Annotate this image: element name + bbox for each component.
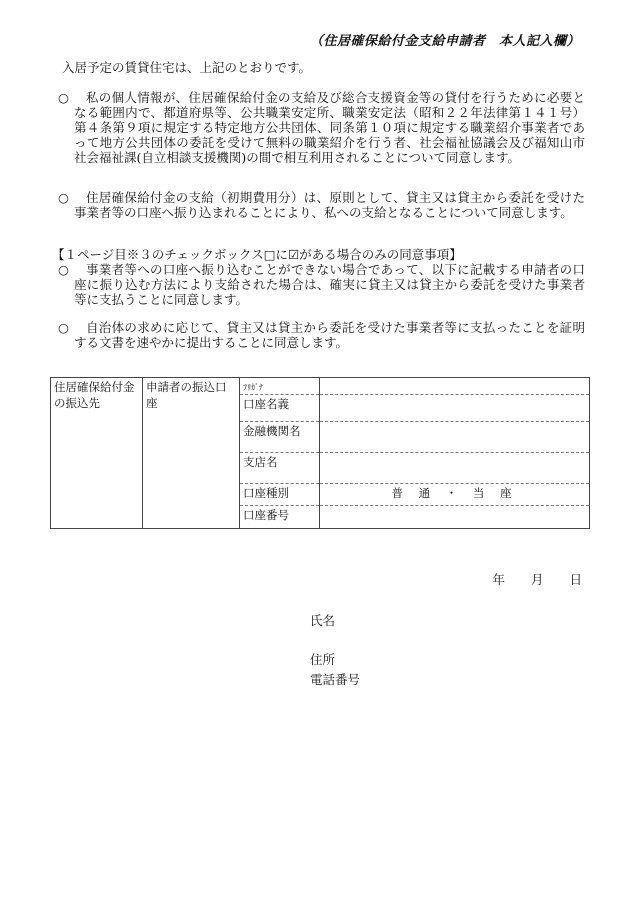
- furigana-label: ﾌﾘｶﾞﾅ: [240, 378, 320, 395]
- bank-name-field[interactable]: [320, 422, 590, 453]
- branch-name-field[interactable]: [320, 453, 590, 484]
- bullet-circle-icon: ○: [58, 90, 69, 105]
- signature-address-label: 住所: [310, 652, 336, 667]
- account-name-label: 口座名義: [240, 395, 320, 422]
- account-type-options[interactable]: 普 通 ・ 当 座: [320, 484, 590, 506]
- consent-text: 私の個人情報が、住居確保給付金の支給及び総合支援資金等の貸付を行うために必要となる範囲内で、都道府県等、公共職業安定所、職業安定法（昭和２２年法律第１４１号）第４条第９項に規定する特定地方公共団体、同条第１０項に規定する職業紹介事業者であって地方公共団体の委託を受けて無料の職業紹介を行う者、社会福祉協議会及び福知山市社会福祉課(自立相談支援機関)の間で相互利用されることについて同意します。: [74, 90, 585, 165]
- date-line[interactable]: 年 月 日: [492, 572, 582, 587]
- form-section-header: （住居確保給付金支給申請者 本人記入欄）: [309, 34, 580, 49]
- furigana-field[interactable]: [320, 378, 590, 395]
- consent-text: 住居確保給付金の支給（初期費用分）は、原則として、貸主又は貸主から委託を受けた事業者等の口座へ振り込まれることにより、私への支給となることについて同意します。: [74, 190, 585, 220]
- intro-text: 入居予定の賃貸住宅は、上記のとおりです。: [62, 60, 312, 75]
- signature-phone-label: 電話番号: [310, 672, 361, 687]
- consent-personal-info: [58, 90, 585, 165]
- branch-name-label: 支店名: [240, 453, 320, 484]
- bullet-circle-icon: ○: [58, 190, 69, 205]
- bullet-circle-icon: ○: [58, 262, 69, 277]
- applicant-account-label: 申請者の振込口座: [143, 378, 240, 529]
- conditional-consent-proof: [58, 320, 585, 350]
- account-number-field[interactable]: [320, 506, 590, 529]
- conditional-consent-heading: 【１ページ目※３のチェックボックス□に☑がある場合のみの同意事項】: [52, 247, 462, 262]
- signature-name-label: 氏名: [310, 613, 336, 628]
- account-type-label: 口座種別: [240, 484, 320, 506]
- bank-name-label: 金融機関名: [240, 422, 320, 453]
- consent-text: 事業者等への口座へ振り込むことができない場合であって、以下に記載する申請者の口座に振り込む方法により支給された場合は、確実に貸主又は貸主から委託を受けた事業者等に支払うことに同意します。: [74, 262, 585, 307]
- account-number-label: 口座番号: [240, 506, 320, 529]
- conditional-consent-transfer: [58, 262, 585, 307]
- consent-text: 自治体の求めに応じて、貸主又は貸主から委託を受けた事業者等に支払ったことを証明する文書を速やかに提出することに同意します。: [74, 320, 585, 350]
- consent-payment: [58, 190, 585, 220]
- bullet-circle-icon: ○: [58, 320, 69, 335]
- account-name-field[interactable]: [320, 395, 590, 422]
- payee-label: 住居確保給付金の振込先: [51, 378, 143, 529]
- bank-account-table: [50, 377, 590, 529]
